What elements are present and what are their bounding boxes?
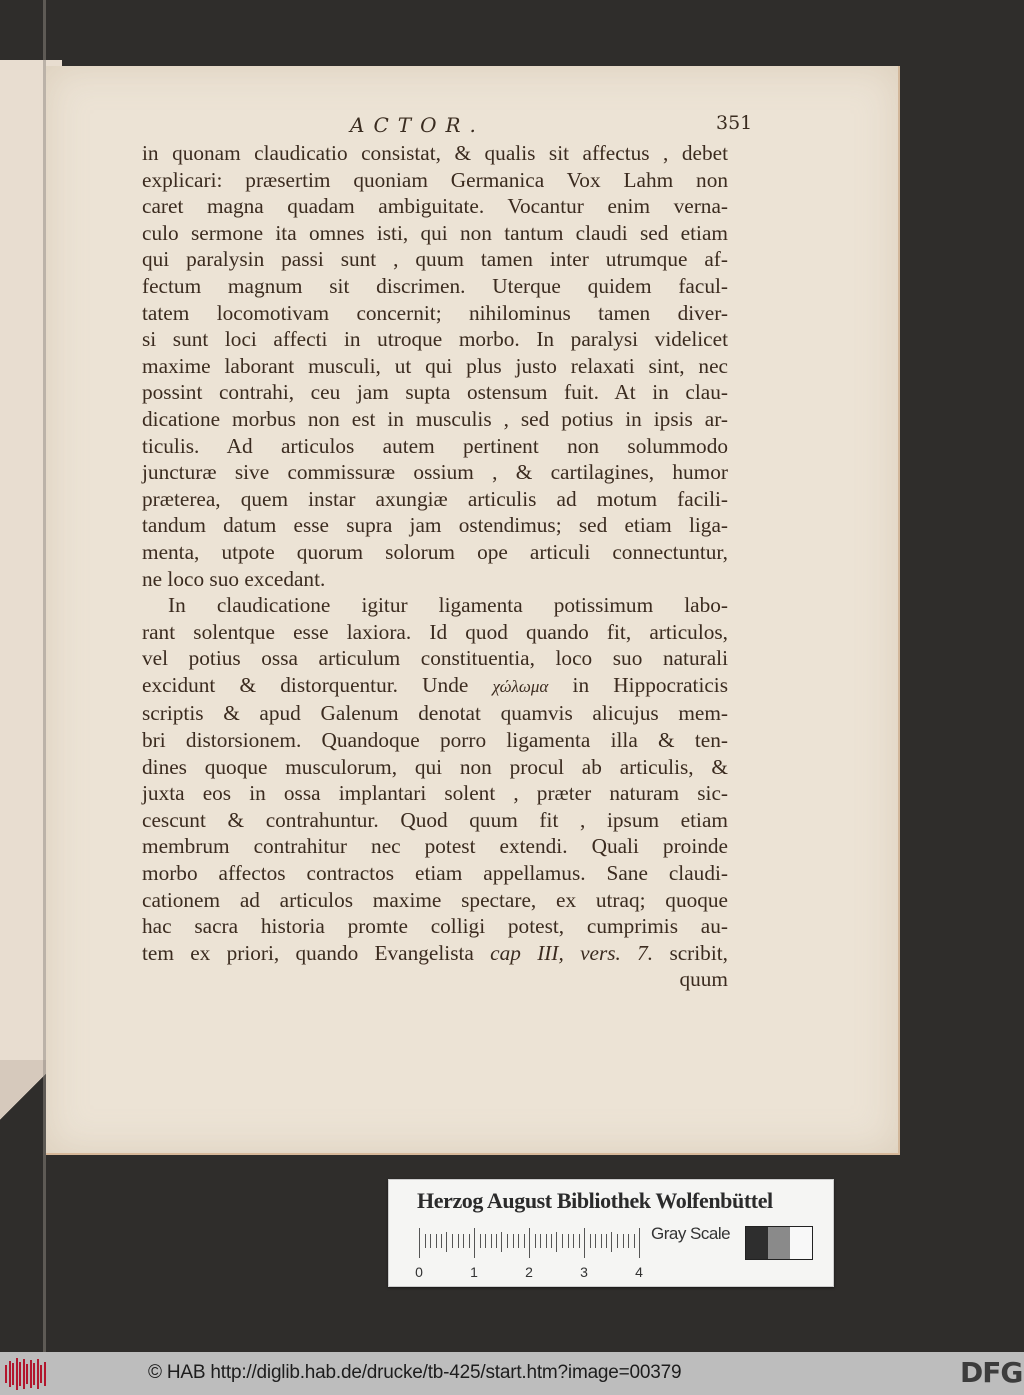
text-line: cationem ad articulos maxime spectare, ex utraq; quoque xyxy=(142,887,728,912)
text-line: membrum contrahitur nec potest extendi. Quali proinde xyxy=(142,834,728,859)
text-line: in quonam claudicatio consistat, & qualis sit affectus , debet xyxy=(142,141,728,165)
text-fragment: tem ex priori, quando Evangelista xyxy=(142,940,474,965)
gray-scale-label: Gray Scale xyxy=(651,1224,731,1243)
dfg-logo-icon[interactable]: DFG xyxy=(960,1356,1023,1389)
text-line: dicatione morbus non est in musculis , sed potius in ipsis ar- xyxy=(142,406,728,431)
ruler-number: 0 xyxy=(415,1264,423,1280)
text-line: explicari: præsertim quoniam Germanica Vox Lahm non xyxy=(142,167,728,192)
running-head: ACTOR. xyxy=(350,113,485,137)
text-line: fectum magnum sit discrimen. Uterque quidem facul- xyxy=(142,273,728,298)
text-line: In claudicatione igitur ligamenta potissimum labo- xyxy=(168,593,728,618)
text-line-with-greek xyxy=(142,672,728,701)
text-line: culo sermone ita omnes isti, qui non tantum claudi sed etiam xyxy=(142,220,728,245)
text-line: possint contrahi, ceu jam supta ostensum fuit. At in clau- xyxy=(142,380,728,405)
text-line: dines quoque musculorum, qui non procul ab articulis, & xyxy=(142,754,728,779)
text-line: vel potius ossa articulum constituentia, loco suo naturali xyxy=(142,646,728,671)
library-name: Herzog August Bibliothek Wolfenbüttel xyxy=(417,1188,773,1213)
ruler-scale xyxy=(415,1228,643,1280)
copyright-link[interactable]: © HAB http://diglib.hab.de/drucke/tb-425/start.htm?image=00379 xyxy=(148,1362,682,1383)
text-line: rant solentque esse laxiora. Id quod quando fit, articulos, xyxy=(142,619,728,644)
text-line: ne loco suo excedant. xyxy=(142,566,326,591)
scripture-citation: cap III, vers. 7. xyxy=(490,940,654,965)
ruler-number: 4 xyxy=(635,1264,643,1280)
text-line: tatem locomotivam concernit; nihilominus tamen diver- xyxy=(142,300,728,325)
text-fragment: scribit, xyxy=(669,940,728,965)
swatch-dark xyxy=(746,1227,768,1259)
text-line: morbo affectos contractos etiam appellamus. Sane claudi- xyxy=(142,861,728,886)
ruler-number: 2 xyxy=(525,1264,533,1280)
text-line: præterea, quem instar axungiæ articulis ad motum facili- xyxy=(142,486,728,511)
text-line-with-citation xyxy=(142,940,728,967)
swatch-light xyxy=(790,1227,812,1259)
text-fragment: in Hippocraticis xyxy=(572,672,729,697)
ruler-number: 3 xyxy=(580,1264,588,1280)
catchword: quum xyxy=(679,967,728,992)
text-line: maxime laborant musculi, ut qui plus justo relaxati sint, nec xyxy=(142,353,728,378)
text-line: menta, utpote quorum solorum ope articuli connectuntur, xyxy=(142,539,728,564)
text-line: juncturæ sive commissuræ ossium , & cartilagines, humor xyxy=(142,460,728,485)
text-line: tandum datum esse supra jam ostendimus; sed etiam liga- xyxy=(142,513,728,538)
text-line: hac sacra historia promte colligi potest, cumprimis au- xyxy=(142,914,728,939)
page-number: 351 xyxy=(716,112,753,134)
greek-word: χώλωμα xyxy=(492,676,549,696)
text-line: cescunt & contrahuntur. Quod quum fit , ipsum etiam xyxy=(142,807,728,832)
ruler-number: 1 xyxy=(470,1264,478,1280)
text-line: qui paralysin passi sunt , quum tamen inter utrumque af- xyxy=(142,247,728,272)
gray-scale-swatches xyxy=(745,1226,813,1260)
text-line: scriptis & apud Galenum denotat quamvis alicujus mem- xyxy=(142,701,728,726)
viewer-footer xyxy=(0,1352,1024,1395)
text-line: bri distorsionem. Quandoque porro ligamenta illa & ten- xyxy=(142,728,728,753)
page-body-text xyxy=(142,140,728,993)
text-line: juxta eos in ossa implantari solent , præter naturam sic- xyxy=(142,781,728,806)
swatch-mid xyxy=(768,1227,790,1259)
text-line: caret magna quadam ambiguitate. Vocantur enim verna- xyxy=(142,194,728,219)
text-fragment: excidunt & distorquentur. Unde xyxy=(142,672,469,697)
library-color-card xyxy=(388,1179,834,1287)
text-line: si sunt loci affecti in utroque morbo. In paralysi videlicet xyxy=(142,327,728,352)
hab-logo-icon[interactable] xyxy=(5,1357,47,1391)
text-line: ticulis. Ad articulos autem pertinent non solummodo xyxy=(142,433,728,458)
